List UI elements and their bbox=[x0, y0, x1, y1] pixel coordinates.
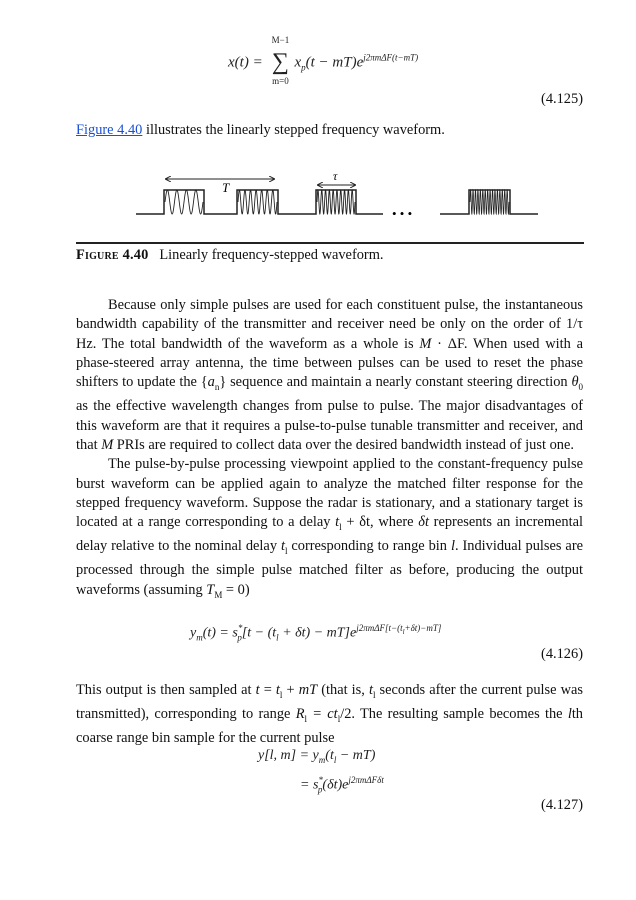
equation-number-4-125: (4.125) bbox=[541, 91, 583, 107]
sum-lower-limit: m=0 bbox=[272, 76, 289, 86]
eq1-lhs: x(t) = bbox=[228, 54, 263, 71]
equation-number-4-126: (4.126) bbox=[541, 646, 583, 662]
intro-text: illustrates the linearly stepped frequency waveform. bbox=[142, 122, 445, 138]
equation-number-4-127: (4.127) bbox=[541, 797, 583, 813]
label-tau: τ bbox=[333, 169, 338, 183]
figure-link[interactable]: Figure 4.40 bbox=[76, 122, 143, 138]
equation-4-127-line-1: y[l, $m] = y_m(t_l - mT)$ bbox=[258, 748, 376, 765]
eq1-args: (t − mT)e bbox=[305, 54, 364, 71]
caption-text: Linearly frequency-stepped waveform. bbox=[159, 247, 384, 263]
body-text bbox=[76, 296, 583, 605]
eq1-sub: p bbox=[301, 62, 306, 73]
eq1-exponent: j2πmΔF(t−mT) bbox=[363, 52, 419, 63]
pulse-2 bbox=[238, 190, 277, 214]
pulse-M bbox=[470, 190, 509, 214]
stepped-frequency-waveform-figure bbox=[76, 168, 584, 248]
caption-label: Figure 4.40 bbox=[76, 247, 149, 263]
eq1-x: x bbox=[294, 54, 302, 71]
paragraph-1: Because only simple pulses are used for each constituent pulse, the instantaneous bandwidth capability of the transmitter and receiver need be only on the order of 1/τ Hz. The total bandwidth of the waveform as a whole is M · ΔF. When used with a phase-steered array antenna, the time between pulses can be used to reset the phase shifters to update the $\{a_n\}$ sequence and maintain a nearly constant steering direction $\theta_0$ as the effective wavelength changes from pulse to pulse. The major disadvantages of this waveform are that it requires a pulse-to-pulse tunable transmitter and receiver, and that M PRIs are required to collect data over the desired bandwidth instead of just one. bbox=[76, 297, 584, 453]
pulse-1 bbox=[165, 190, 203, 214]
paragraph-2: The pulse-by-pulse processing viewpoint applied to the constant-frequency pulse burst waveform can be applied again to analyze the matched filter response for the stepped frequency waveform. Suppose the radar is stationary, and a stationary target is located at a range corresponding to a delay $t_l + \delta t$, where δt represents an incremental delay relative to the nominal delay $t_l$ corresponding to range bin l. Individual pulses are processed through the simple pulse matched filter as before, producing the output waveforms (assuming $T_M = 0$) bbox=[76, 456, 583, 600]
equation-4-126: $y_m(t) = s^*_p[t - (t_l + \delta t) - mT]e^{j2\pi m\Delta F[t-(t_l+\delta t)-mT]}$ bbox=[190, 623, 442, 643]
equation-4-127-line-2: = $s^*_p(\delta t)e^{j2\pi m\Delta F\delta t}$ bbox=[300, 775, 384, 795]
label-T: T bbox=[222, 180, 230, 195]
figure-caption bbox=[76, 247, 384, 264]
equation-4-125 bbox=[228, 35, 419, 86]
summation: M−1 ∑ m=0 bbox=[266, 52, 294, 74]
pulse-3 bbox=[317, 190, 355, 214]
intro-line bbox=[76, 122, 445, 139]
paragraph-3: This output is then sampled at $t = t_l$ + mT (that is, $t_l$ seconds after the current pulse was transmitted), corresponding to range $R_l = ct_l/2$. The resulting sample becomes the lth coarse range bin sample for the current pulse bbox=[76, 682, 584, 747]
sum-upper-limit: M−1 bbox=[271, 35, 290, 45]
ellipsis-dots: • • • bbox=[392, 206, 413, 221]
